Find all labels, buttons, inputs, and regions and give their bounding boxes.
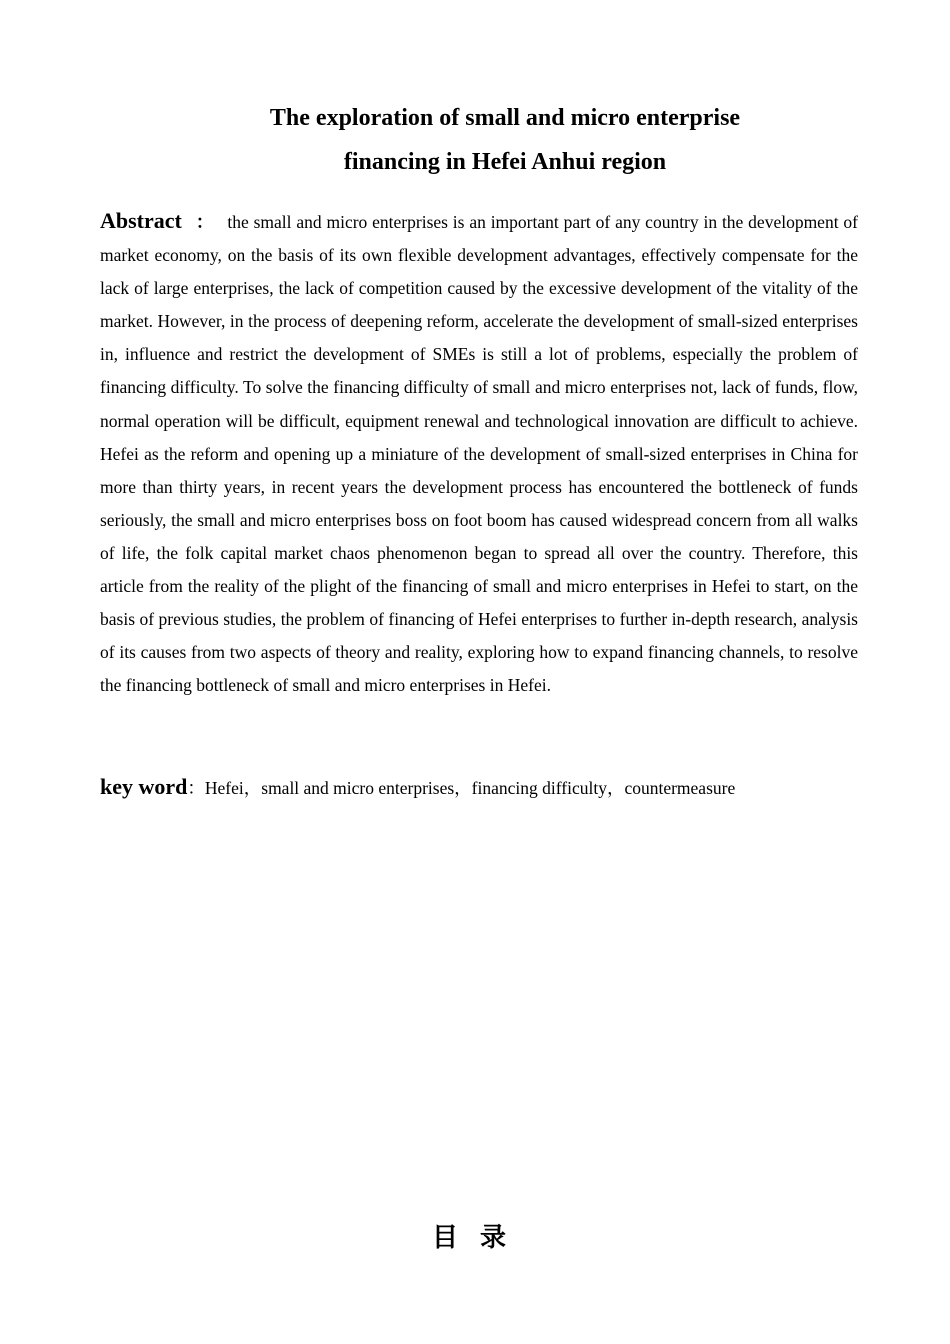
abstract-paragraph bbox=[100, 204, 858, 702]
keywords-label: key word bbox=[100, 774, 188, 799]
abstract-body: the small and micro enterprises is an important part of any country in the development of market economy, on the basis of its own flexible development advantages, effectively compensate for the lack of large enterprises, the lack of competition caused by the excessive development of the vitality of the market. However, in the process of deepening reform, accelerate the development of small-sized enterprises in, influence and restrict the development of SMEs is still a lot of problems, especially the problem of financing difficulty. To solve the financing difficulty of small and micro enterprises not, lack of funds, flow, normal operation will be difficult, equipment renewal and technological innovation are difficult to achieve. Hefei as the reform and opening up a miniature of the development of small-sized enterprises in China for more than thirty years, in recent years the development process has encountered the bottleneck of funds seriously, the small and micro enterprises boss on foot boom has caused widespread concern from all walks of life, the folk capital market chaos phenomenon began to spread all over the country. Therefore, this article from the reality of the plight of the financing of small and micro enterprises in Hefei to start, on the basis of previous studies, the problem of financing of Hefei enterprises to further in-depth research, analysis of its causes from two aspects of theory and reality, exploring how to expand financing channels, to resolve the financing bottleneck of small and micro enterprises in Hefei. bbox=[100, 212, 858, 696]
paper-title bbox=[100, 96, 910, 184]
paper-title-line-1: The exploration of small and micro enterprise bbox=[269, 105, 741, 131]
abstract-label: Abstract bbox=[100, 208, 182, 233]
abstract-colon: ： bbox=[195, 212, 214, 232]
keywords-line bbox=[100, 770, 858, 805]
keywords-list: ：Hefei，small and micro enterprises，financing difficulty，countermeasure bbox=[187, 778, 736, 798]
paper-title-line-2: financing in Hefei Anhui region bbox=[343, 149, 667, 175]
table-of-contents-heading: 目录 bbox=[431, 1223, 528, 1253]
